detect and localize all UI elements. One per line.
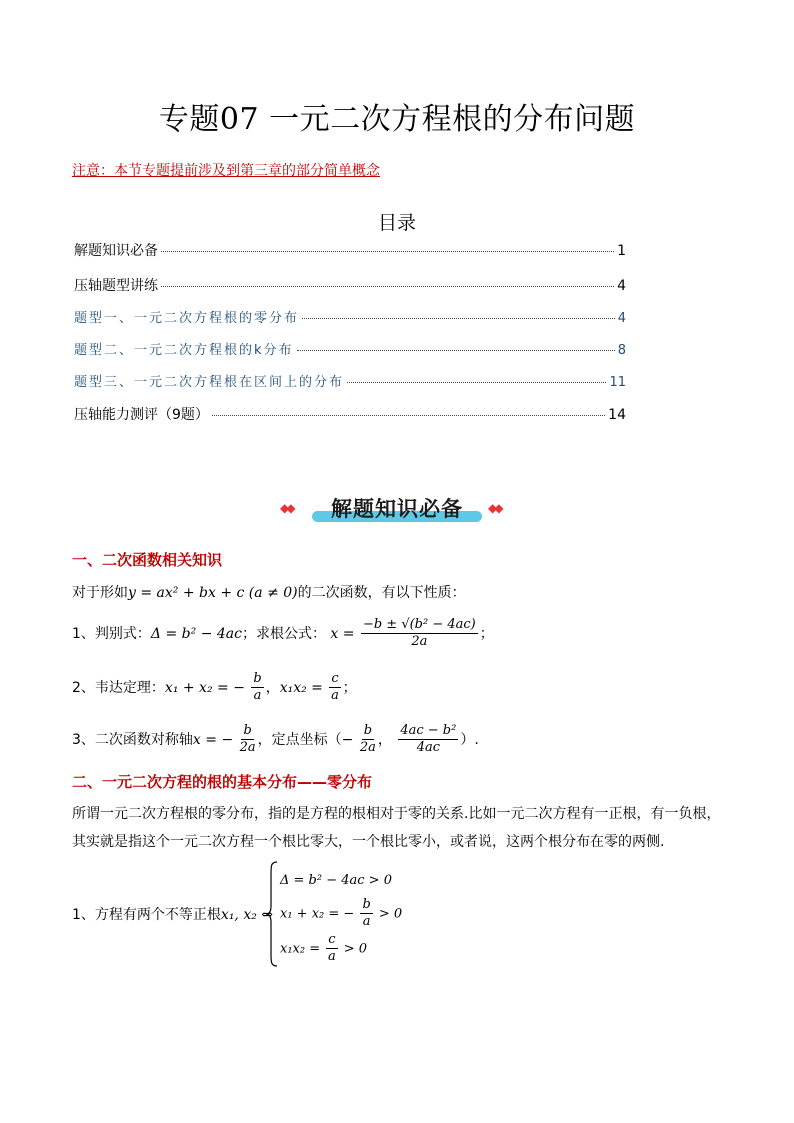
toc-heading: 目录	[377, 212, 416, 234]
text: 3、二次函数对称轴	[72, 731, 193, 748]
discriminant-line	[72, 618, 494, 650]
intro-line	[72, 582, 466, 602]
text: ；	[342, 679, 357, 696]
product-rhs: > 0	[343, 941, 367, 957]
toc-entry-label: 解题知识必备	[74, 243, 158, 259]
text: ，定点坐标（−	[257, 731, 354, 748]
toc-entry-label: 压轴能力测评（9题）	[74, 407, 209, 423]
zero-distribution-paragraph: 所谓一元二次方程根的零分布，指的是方程的根相对于零的关系.比如一元二次方程有一正根，有一负根，其实就是指这个一元二次方程一个根比零大，一个根比零小，或者说，这两个根分布在零的两侧.	[72, 806, 721, 850]
section-banner	[278, 492, 518, 528]
fraction-denominator: 2a	[411, 634, 428, 650]
condition-product	[280, 933, 367, 965]
toc-entry[interactable]	[74, 240, 626, 260]
axis-lhs: x = −	[192, 731, 234, 748]
sum-fraction	[360, 898, 372, 930]
axis-fraction	[240, 724, 256, 756]
vertex-x-fraction	[360, 724, 376, 756]
diamond-ornament-icon: ◆◆	[488, 501, 501, 515]
condition-discriminant: Δ = b² − 4ac > 0	[280, 873, 392, 888]
toc-leader	[212, 415, 605, 416]
toc-leader	[347, 382, 606, 383]
banner-label: 解题知识必备	[331, 497, 463, 521]
text: 1、判别式：	[72, 625, 151, 642]
fraction-denominator: 2a	[359, 740, 376, 756]
text: 2、韦达定理：	[72, 679, 165, 696]
chapter-note: 注意：本节专题提前涉及到第三章的部分简单概念	[72, 163, 380, 179]
toc-entry-page: 14	[608, 407, 626, 423]
toc-leader	[161, 286, 614, 287]
fraction-numerator: b	[241, 724, 253, 740]
toc-entry[interactable]	[74, 339, 626, 358]
toc-entry[interactable]	[74, 371, 626, 390]
sum-lhs: x₁ + x₂ = −	[164, 679, 245, 696]
vertex-y-fraction	[398, 724, 458, 756]
fraction-denominator: a	[253, 688, 262, 704]
product-lhs: x₁x₂ =	[279, 679, 323, 696]
axis-vertex-line	[72, 724, 479, 756]
toc-entry-label: 题型二、一元二次方程根的k分布	[74, 343, 294, 358]
condition-sum	[280, 898, 402, 930]
text: ，	[377, 731, 392, 748]
fraction-numerator: 4ac − b²	[398, 724, 458, 740]
fraction-denominator: 2a	[239, 740, 256, 756]
toc-entry-page: 4	[617, 311, 626, 326]
fraction-numerator: b	[360, 898, 372, 914]
toc-entry-label: 题型一、一元二次方程根的零分布	[74, 311, 300, 326]
root-lhs: x =	[330, 625, 355, 642]
toc-leader	[297, 350, 615, 351]
toc-entry-label: 压轴题型讲练	[74, 278, 158, 294]
text: ；求根公式：	[241, 625, 326, 642]
fraction-numerator: c	[329, 672, 340, 688]
product-fraction	[326, 933, 337, 965]
fraction-denominator: 4ac	[416, 740, 440, 756]
fraction-numerator: −b ± √(b² − 4ac)	[361, 618, 478, 634]
toc-leader	[161, 251, 614, 252]
diamond-ornament-icon: ◆◆	[280, 501, 293, 515]
toc-entry-page: 1	[617, 243, 626, 259]
discriminant-formula: Δ = b² − 4ac	[150, 625, 242, 642]
toc-entry[interactable]	[74, 404, 626, 424]
fraction-denominator: a	[362, 914, 371, 930]
toc-entry[interactable]	[74, 275, 626, 295]
quadratic-formula: y = ax² + bx + c (a ≠ 0)	[128, 585, 298, 601]
text: ，	[265, 679, 280, 696]
root-formula-fraction	[361, 618, 478, 650]
vieta-line	[72, 672, 357, 704]
text: ；	[479, 625, 494, 642]
text: 的二次函数，有以下性质：	[297, 585, 466, 601]
fraction-numerator: b	[251, 672, 263, 688]
page-title: 专题07 一元二次方程根的分布问题	[158, 102, 636, 137]
banner-pill	[312, 492, 482, 526]
toc-entry-label: 题型三、一元二次方程根在区间上的分布	[74, 375, 345, 390]
toc-entry-page: 11	[609, 375, 626, 390]
toc-entry-page: 8	[617, 343, 626, 358]
toc-leader	[302, 318, 615, 319]
fraction-denominator: a	[331, 688, 339, 704]
fraction-denominator: a	[328, 949, 336, 965]
section-heading: 二、一元二次方程的根的基本分布——零分布	[72, 773, 373, 791]
fraction-numerator: b	[362, 724, 374, 740]
sum-rhs: > 0	[378, 906, 403, 922]
toc-entry[interactable]	[74, 307, 626, 326]
root-vars: x₁, x₂ ⇔	[220, 907, 274, 923]
text: 对于形如	[72, 585, 128, 601]
text: ）.	[460, 731, 479, 748]
two-positive-roots-line	[72, 904, 273, 924]
toc-entry-page: 4	[617, 278, 626, 294]
sum-lhs: x₁ + x₂ = −	[280, 906, 355, 922]
product-lhs: x₁x₂ =	[280, 941, 321, 957]
sum-fraction	[251, 672, 263, 704]
left-brace-icon	[265, 860, 279, 968]
product-fraction	[329, 672, 340, 704]
fraction-numerator: c	[326, 933, 337, 949]
text: 1、方程有两个不等正根	[72, 907, 221, 923]
section-heading: 一、二次函数相关知识	[72, 551, 223, 569]
